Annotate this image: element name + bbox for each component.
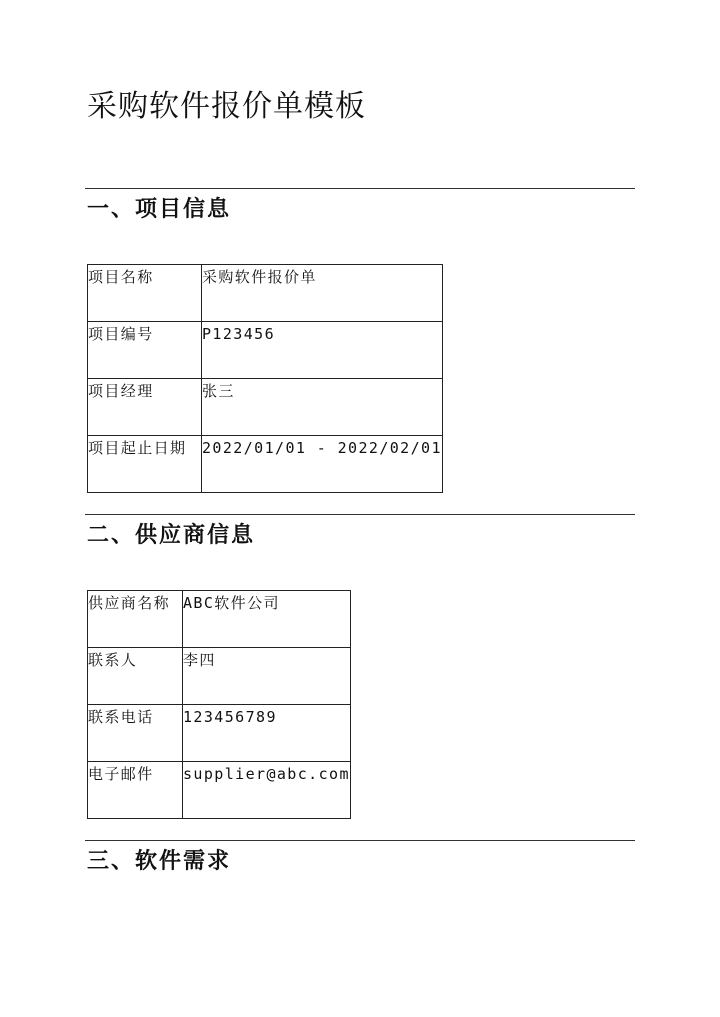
table-row <box>88 379 443 436</box>
supplier-info-table <box>87 590 351 819</box>
email-value: supplier@abc.com <box>183 762 351 819</box>
table-row <box>88 322 443 379</box>
contact-phone-label: 联系电话 <box>88 705 183 762</box>
section-heading-software-requirements: 三、软件需求 <box>87 848 232 874</box>
table-row <box>88 648 351 705</box>
section-divider <box>85 840 635 841</box>
table-row <box>88 436 443 493</box>
contact-phone-value: 123456789 <box>183 705 351 762</box>
table-row <box>88 762 351 819</box>
project-manager-label: 项目经理 <box>88 379 202 436</box>
contact-person-label: 联系人 <box>88 648 183 705</box>
section-divider <box>85 514 635 515</box>
document-title: 采购软件报价单模板 <box>87 89 366 124</box>
supplier-name-value: ABC软件公司 <box>183 591 351 648</box>
project-dates-label: 项目起止日期 <box>88 436 202 493</box>
contact-person-value: 李四 <box>183 648 351 705</box>
email-label: 电子邮件 <box>88 762 183 819</box>
supplier-name-label: 供应商名称 <box>88 591 183 648</box>
section-heading-supplier-info: 二、供应商信息 <box>87 522 256 548</box>
table-row <box>88 265 443 322</box>
project-number-value: P123456 <box>202 322 443 379</box>
section-divider <box>85 188 635 189</box>
project-number-label: 项目编号 <box>88 322 202 379</box>
project-dates-value: 2022/01/01 - 2022/02/01 <box>202 436 443 493</box>
project-info-table <box>87 264 443 493</box>
project-name-value: 采购软件报价单 <box>202 265 443 322</box>
table-row <box>88 705 351 762</box>
table-row <box>88 591 351 648</box>
project-name-label: 项目名称 <box>88 265 202 322</box>
project-manager-value: 张三 <box>202 379 443 436</box>
section-heading-project-info: 一、项目信息 <box>87 196 232 222</box>
